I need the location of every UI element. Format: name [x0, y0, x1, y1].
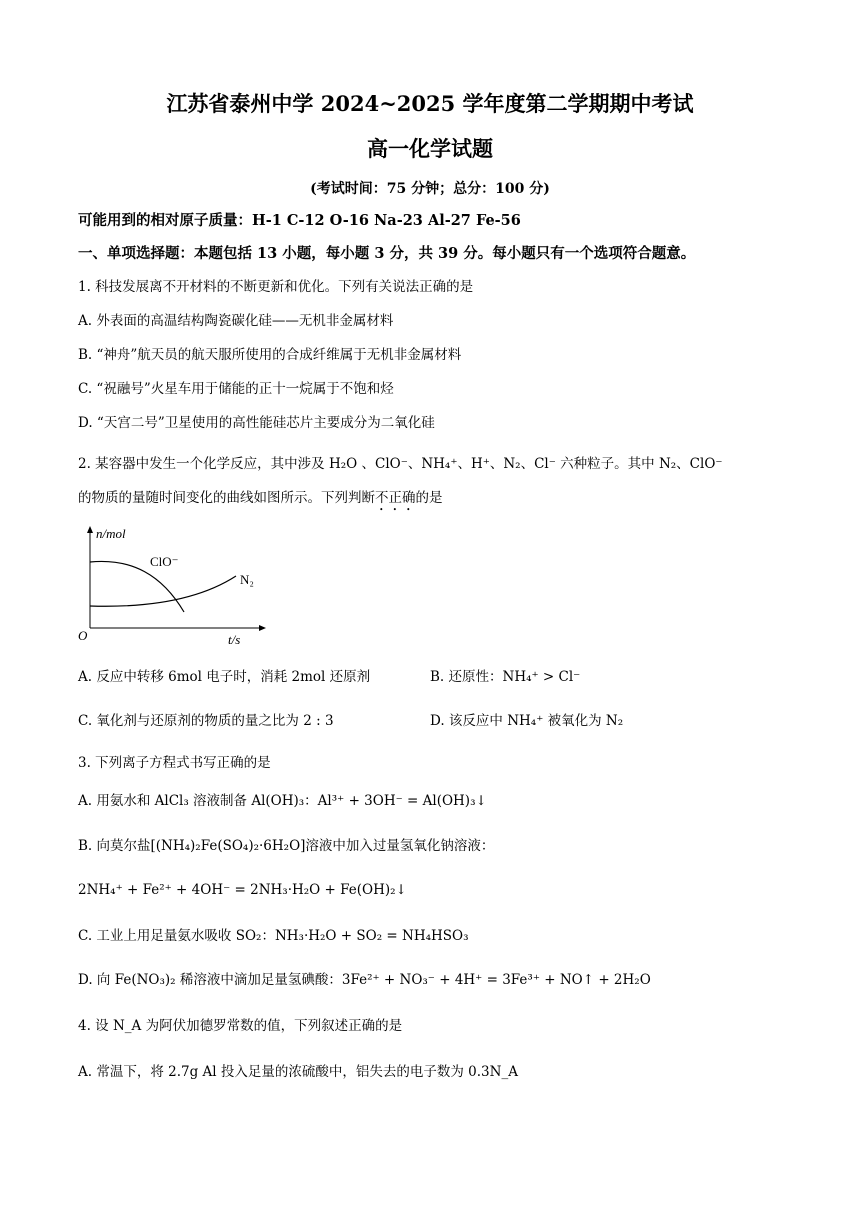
y-axis-arrow: [87, 526, 93, 533]
q1-option-b: B. “神舟”航天员的航天服所使用的合成纤维属于无机非金属材料: [78, 347, 462, 363]
q2-stem-emphasis: 不正确: [375, 490, 416, 506]
origin-label: O: [78, 628, 88, 643]
exam-title: 江苏省泰州中学 2024~2025 学年度第二学期期中考试: [166, 91, 694, 116]
q2-option-a: A. 反应中转移 6mol 电子时，消耗 2mol 还原剂: [78, 669, 371, 685]
q3-option-d: D. 向 Fe(NO₃)₂ 稀溶液中滴加足量氢碘酸：3Fe²⁺ + NO₃⁻ + 4H⁺ = 3Fe³⁺ + NO↑ + 2H₂O: [78, 972, 651, 988]
y-axis-label: n/mol: [96, 526, 126, 541]
q2-option-d: D. 该反应中 NH₄⁺ 被氧化为 N₂: [430, 713, 624, 729]
q3-stem: 3. 下列离子方程式书写正确的是: [78, 755, 271, 771]
q3-option-a: A. 用氨水和 AlCl₃ 溶液制备 Al(OH)₃：Al³⁺ + 3OH⁻ = Al(OH)₃↓: [78, 793, 487, 809]
x-axis-label: t/s: [228, 632, 241, 647]
series-n2-label: N₂: [240, 572, 254, 587]
q3-option-c: C. 工业上用足量氨水吸收 SO₂：NH₃·H₂O + SO₂ = NH₄HSO₃: [78, 928, 469, 944]
q4-stem: 4. 设 N_A 为阿伏加德罗常数的值，下列叙述正确的是: [78, 1018, 403, 1034]
q2-stem-line2: [78, 488, 800, 514]
q2-stem-pre: 的物质的量随时间变化的曲线如图所示。下列判断: [78, 490, 375, 506]
q2-chart: [72, 520, 272, 650]
q2-stem-line1: 2. 某容器中发生一个化学反应，其中涉及 H₂O 、ClO⁻、NH₄⁺、H⁺、N₂、Cl⁻ 六种粒子。其中 N₂、ClO⁻: [78, 456, 723, 472]
exam-info: (考试时间：75 分钟；总分：100 分): [310, 181, 550, 197]
exam-subtitle: 高一化学试题: [367, 136, 493, 161]
q1-option-a: A. 外表面的高温结构陶瓷碳化硅——无机非金属材料: [78, 313, 394, 329]
q2-option-c: C. 氧化剂与还原剂的物质的量之比为 2 : 3: [78, 713, 334, 729]
series-clo-label: ClO⁻: [150, 554, 179, 569]
x-axis-arrow: [259, 625, 266, 631]
series-clo-curve: [90, 561, 184, 612]
q1-option-c: C. “祝融号”火星车用于储能的正十一烷属于不饱和烃: [78, 381, 394, 397]
q4-option-a: A. 常温下，将 2.7g Al 投入足量的浓硫酸中，铝失去的电子数为 0.3N_A: [78, 1064, 518, 1080]
atomic-masses: 可能用到的相对原子质量：H-1 C-12 O-16 Na-23 Al-27 Fe-56: [78, 212, 521, 229]
q2-stem-post: 的是: [415, 490, 443, 506]
section-heading: 一、单项选择题：本题包括 13 小题，每小题 3 分，共 39 分。每小题只有一个选项符合题意。: [78, 245, 696, 262]
q2-option-b: B. 还原性：NH₄⁺ > Cl⁻: [430, 669, 581, 685]
q3-option-b-line1: B. 向莫尔盐[(NH₄)₂Fe(SO₄)₂·6H₂O]溶液中加入过量氢氧化钠溶液：: [78, 838, 495, 854]
q1-stem: 1. 科技发展离不开材料的不断更新和优化。下列有关说法正确的是: [78, 279, 474, 295]
q1-option-d: D. “天宫二号”卫星使用的高性能硅芯片主要成分为二氧化硅: [78, 415, 435, 431]
series-n2-curve: [90, 576, 236, 606]
q3-option-b-line2: 2NH₄⁺ + Fe²⁺ + 4OH⁻ = 2NH₃·H₂O + Fe(OH)₂↓: [78, 882, 407, 898]
